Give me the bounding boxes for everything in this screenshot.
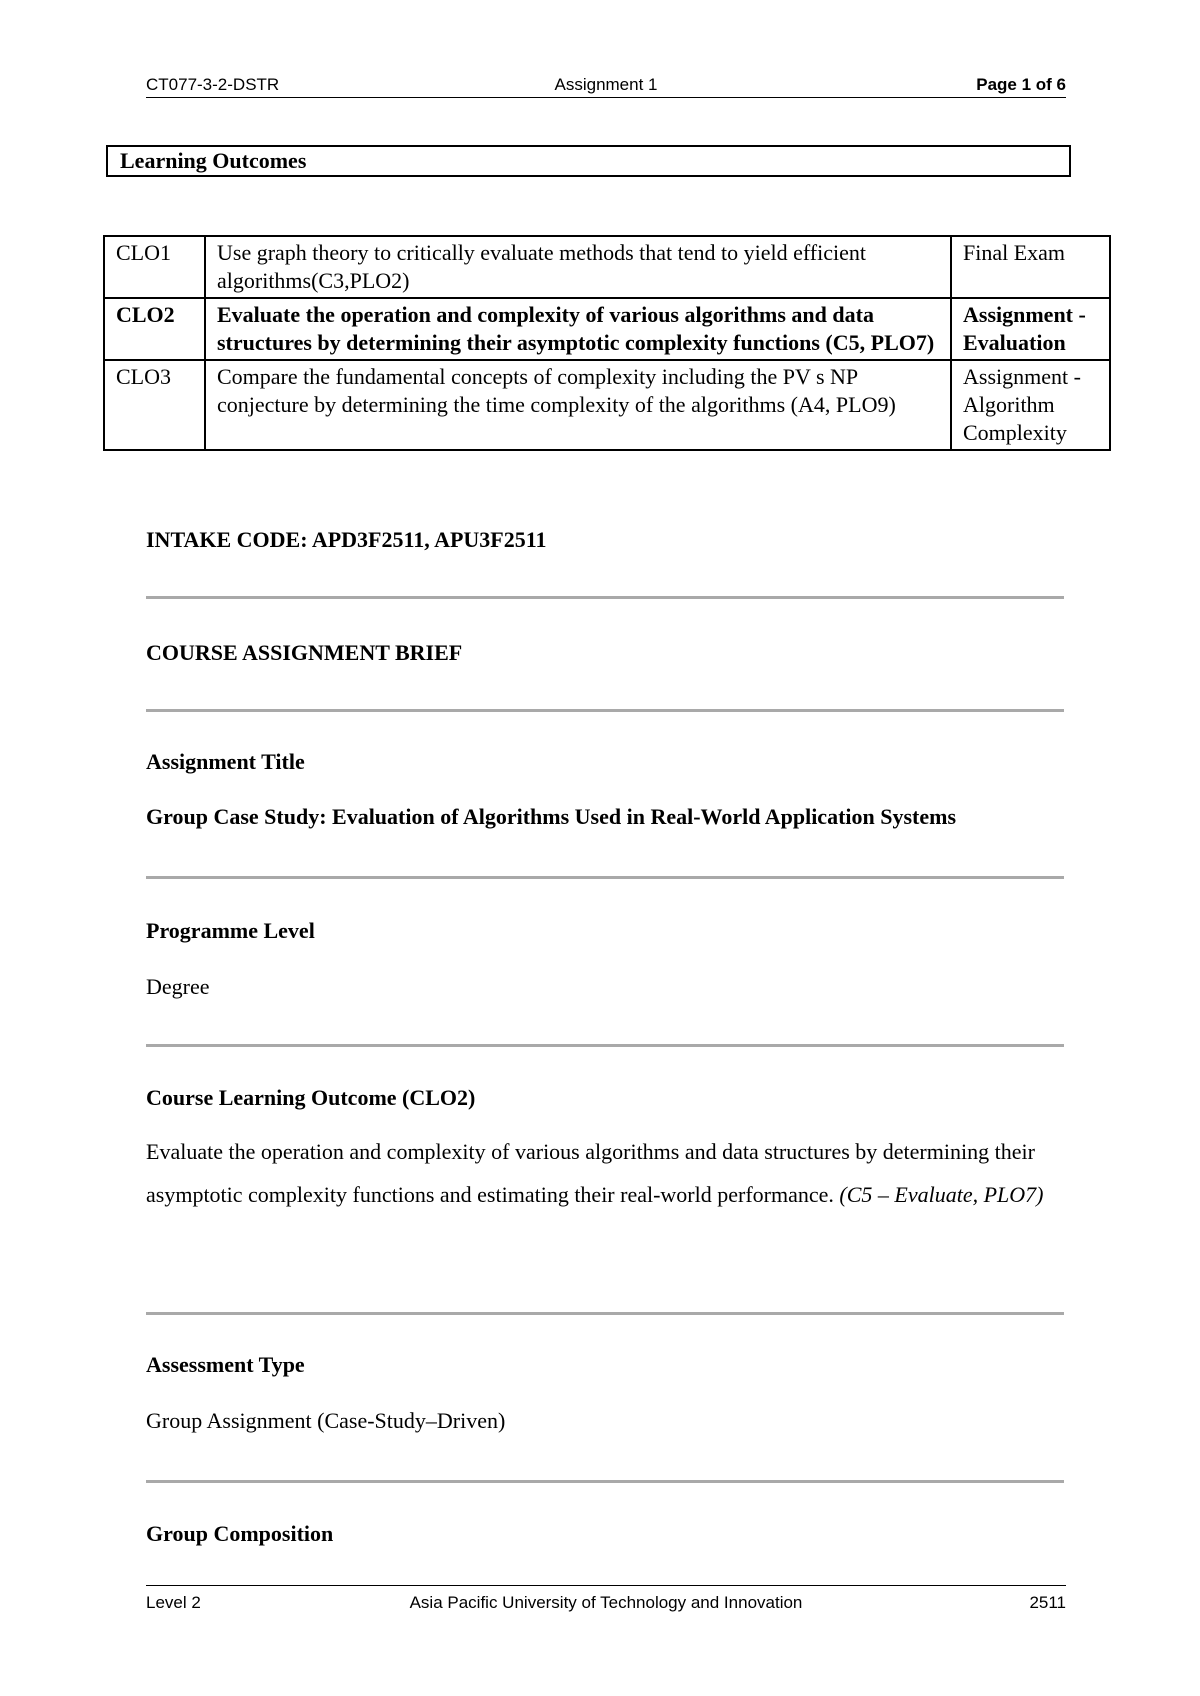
clo-description-cell: Evaluate the operation and complexity of various algorithms and data structures by determining their asymptotic complexity functions (C5, PLO7) xyxy=(205,298,951,360)
assignment-title-heading: Assignment Title xyxy=(146,749,305,774)
assessment-type-value: Group Assignment (Case-Study–Driven) xyxy=(146,1408,506,1433)
clo-assessment-cell: Final Exam xyxy=(951,236,1110,298)
clo-assessment-cell: Assignment - Algorithm Complexity xyxy=(951,360,1110,450)
page-footer xyxy=(146,1585,1066,1616)
clo-code-cell: CLO3 xyxy=(104,360,205,450)
learning-outcomes-heading: Learning Outcomes xyxy=(106,145,1071,177)
clo-paragraph xyxy=(146,1130,1066,1216)
assignment-title-value: Group Case Study: Evaluation of Algorithms Used in Real-World Application Systems xyxy=(146,804,957,829)
footer-level: Level 2 xyxy=(146,1593,201,1612)
clo-description-cell: Use graph theory to critically evaluate methods that tend to yield efficient algorithms(C3,PLO2) xyxy=(205,236,951,298)
clo-text: Evaluate the operation and complexity of various algorithms and data structures by determining their asymptotic complexity functions and estimating their real-world performance. xyxy=(146,1139,1035,1207)
clo-description-cell: Compare the fundamental concepts of complexity including the PV s NP conjecture by determining the time complexity of the algorithms (A4, PLO9) xyxy=(205,360,951,450)
footer-institution: Asia Pacific University of Technology and Innovation xyxy=(409,1593,803,1612)
clo-row xyxy=(104,236,1110,298)
programme-level-value: Degree xyxy=(146,974,210,999)
divider xyxy=(146,709,1064,712)
header-course-code: CT077-3-2-DSTR xyxy=(146,75,280,94)
group-composition-heading: Group Composition xyxy=(146,1521,334,1546)
header-page-label: Page 1 of 6 xyxy=(976,75,1066,94)
brief-heading: COURSE ASSIGNMENT BRIEF xyxy=(146,640,463,665)
clo-assessment-cell: Assignment - Evaluation xyxy=(951,298,1110,360)
footer-intake: 2511 xyxy=(1029,1593,1066,1612)
page-header xyxy=(146,73,1066,98)
clo-italic-note: (C5 – Evaluate, PLO7) xyxy=(839,1182,1044,1207)
divider xyxy=(146,596,1064,599)
divider xyxy=(146,1044,1064,1047)
divider xyxy=(146,1312,1064,1315)
clo-table xyxy=(103,235,1111,451)
intake-code: INTAKE CODE: APD3F2511, APU3F2511 xyxy=(146,527,547,552)
divider xyxy=(146,876,1064,879)
clo-heading: Course Learning Outcome (CLO2) xyxy=(146,1085,476,1110)
clo-row xyxy=(104,360,1110,450)
assessment-type-heading: Assessment Type xyxy=(146,1352,305,1377)
clo-code-cell: CLO1 xyxy=(104,236,205,298)
clo-code-cell: CLO2 xyxy=(104,298,205,360)
clo-row xyxy=(104,298,1110,360)
programme-level-heading: Programme Level xyxy=(146,918,315,943)
divider xyxy=(146,1480,1064,1483)
header-doc-title: Assignment 1 xyxy=(554,75,658,94)
